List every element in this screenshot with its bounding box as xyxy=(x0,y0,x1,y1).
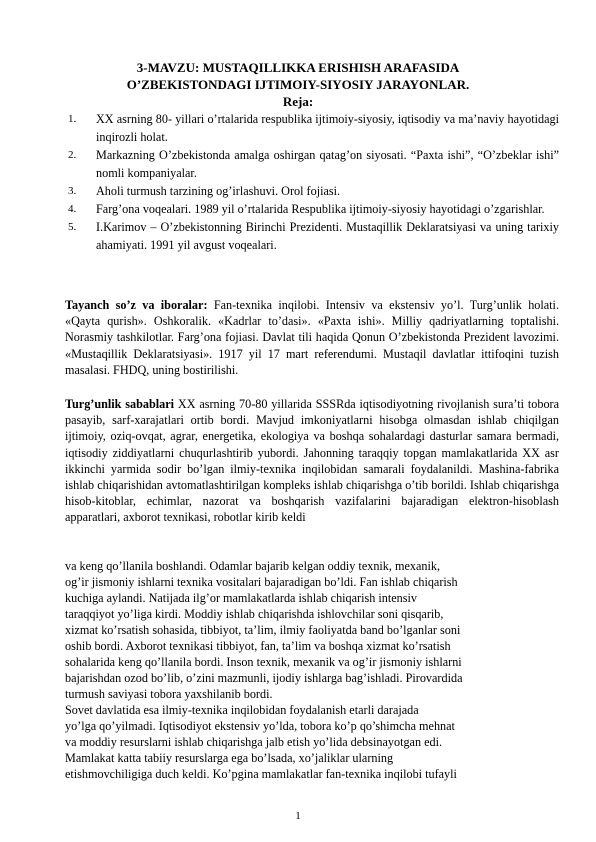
causes-label: Turg’unlik sabablari xyxy=(65,397,175,411)
body-line: Sovet davlatida esa ilmiy-texnika inqilobidan foydalanish etarli darajada xyxy=(65,703,419,717)
plan-item-text: Aholi turmush tarzining og’irlashuvi. Orol fojiasi. xyxy=(96,184,341,198)
topic-title-line-1: 3-MAVZU: MUSTAQILLIKKA ERISHISH ARAFASIDA xyxy=(136,60,460,75)
plan-outline xyxy=(68,110,559,254)
plan-item-3 xyxy=(68,182,559,200)
plan-item-text: XX asrning 80- yillari o’rtalarida respublika ijtimoiy-siyosiy, iqtisodiy va ma’naviy hayotidagi inqirozli holat. xyxy=(96,112,559,144)
plan-item-number: 5. xyxy=(68,221,77,233)
body-line: turmush saviyasi tobora yaxshilanib bordi. xyxy=(65,687,273,701)
plan-heading: Reja: xyxy=(282,94,314,109)
plan-item-number: 1. xyxy=(68,113,77,125)
causes-paragraph xyxy=(65,396,559,526)
page-number: 1 xyxy=(295,810,301,822)
plan-item-text: Markazning O’zbekistonda amalga oshirgan qatag’on siyosati. “Paxta ishi”, “O’zbeklar ishi” nomli kompaniyalar. xyxy=(96,148,559,180)
body-line: va keng qo’llanila boshlandi. Odamlar bajarib kelgan oddiy texnik, mexanik, xyxy=(65,559,441,573)
body-line: kuchiga aylandi. Natijada ilg’or mamlakatlarda ishlab chiqarish intensiv xyxy=(65,591,417,605)
keywords-text: Fan-texnika inqilobi. Intensiv va ekstensiv yo’l. Turg’unlik holati. «Qayta qurish». Oshkoralik. «Kadrlar to’dasi». «Paxta ishi». Milliy qadriyatlarning toptalishi. Norasmiy tashkilotlar. Farg’ona fojiasi. Davlat tili haqida Qonun O’zbekistonda Prezident lavozimi. «Mustaqillik Deklaratsiyasi». 1917 yil 17 mart referendumi. Mustaqil davlatlar ittifoqini tuzish masalasi. FHDQ, uning bostirilishi. xyxy=(65,298,559,377)
body-line: xizmat ko’rsatish sohasida, tibbiyot, ta’lim, ilmiy faoliyatda band bo’lganlar soni xyxy=(65,623,461,637)
body-line: sohalarida keng qo’llanila bordi. Inson texnik, mexanik va og’ir jismoniy ishlarni xyxy=(65,655,462,669)
keywords-label: Tayanch so’z va iboralar: xyxy=(65,298,208,312)
body-line: Mamlakat katta tabiiy resurslarga ega bo’lsada, xo’jaliklar ularning xyxy=(65,751,394,765)
body-line: yo’lga qo’yilmadi. Iqtisodiyot ekstensiv yo’lda, tobora ko’p qo’shimcha mehnat xyxy=(65,719,455,733)
plan-item-number: 2. xyxy=(68,149,77,161)
keywords-paragraph xyxy=(65,297,559,378)
plan-item-4 xyxy=(68,200,559,218)
body-line: og’ir jismoniy ishlarni texnika vositalari bajaradigan bo’ldi. Fan ishlab chiqarish xyxy=(65,575,458,589)
body-line: etishmovchiligiga duch keldi. Ko’pgina mamlakatlar fan-texnika inqilobi tufayli xyxy=(65,767,457,781)
plan-item-5 xyxy=(68,218,559,254)
body-line: bajarishdan ozod bo’lib, o’zini mazmunli, ijodiy ishlarga bag’ishladi. Pirovardida xyxy=(65,671,463,685)
plan-item-text: Farg’ona voqealari. 1989 yil o’rtalarida Respublika ijtimoiy-siyosiy hayotidagi o’zgarishlar. xyxy=(96,202,545,216)
body-line: va moddiy resurslarni ishlab chiqarishga jalb etish yo’lida debsinayotgan edi. xyxy=(65,735,443,749)
topic-title-line-2: O’ZBEKISTONDAGI IJTIMOIY-SIYOSIY JARAYONLAR. xyxy=(126,77,470,92)
causes-text: XX asrning 70-80 yillarida SSSRda iqtisodiyotning rivojlanish sura’ti tobora pasayib, sarf-xarajatlari ortib bordi. Mavjud imkoniyatlarni hisobga olmasdan ishlab chiqilgan ijtimoiy, oziq-ovqat, agrar, energetika, ekologiya va boshqa sohalardagi dasturlar samara bermadi, iqtisodiy ziddiyatlarni chuqurlashtirib yubordi. Jahonning taraqqiy topgan mamlakatlarida XX asr ikkinchi yarmida sodir bo’lgan ilmiy-texnika inqilobidan samarali foydalanildi. Mashina-fabrika ishlab chiqarishidan avtomatlashtirilgan kompleks ishlab chiqarishga o’tib borildi. Ishlab chiqarishga hisob-kitoblar, echimlar, nazorat va boshqarish vazifalarini bajaradigan elektron-hisoblash apparatlari, axborot texnikasi, robotlar kirib keldi xyxy=(65,397,560,525)
plan-item-number: 4. xyxy=(68,203,77,215)
body-line: taraqqiyot yo’liga kirdi. Moddiy ishlab chiqarishda ishlovchilar soni qisqarib, xyxy=(65,607,444,621)
body-line: oshib bordi. Axborot texnikasi tibbiyot, fan, ta’lim va boshqa xizmat ko’rsatish xyxy=(65,639,451,653)
plan-item-text: I.Karimov – O’zbekistonning Birinchi Prezidenti. Mustaqillik Deklaratsiyasi va uning tarixiy ahamiyati. 1991 yil avgust voqealari. xyxy=(96,220,559,252)
plan-item-2 xyxy=(68,146,559,182)
plan-item-1 xyxy=(68,110,559,146)
plan-item-number: 3. xyxy=(68,185,77,197)
